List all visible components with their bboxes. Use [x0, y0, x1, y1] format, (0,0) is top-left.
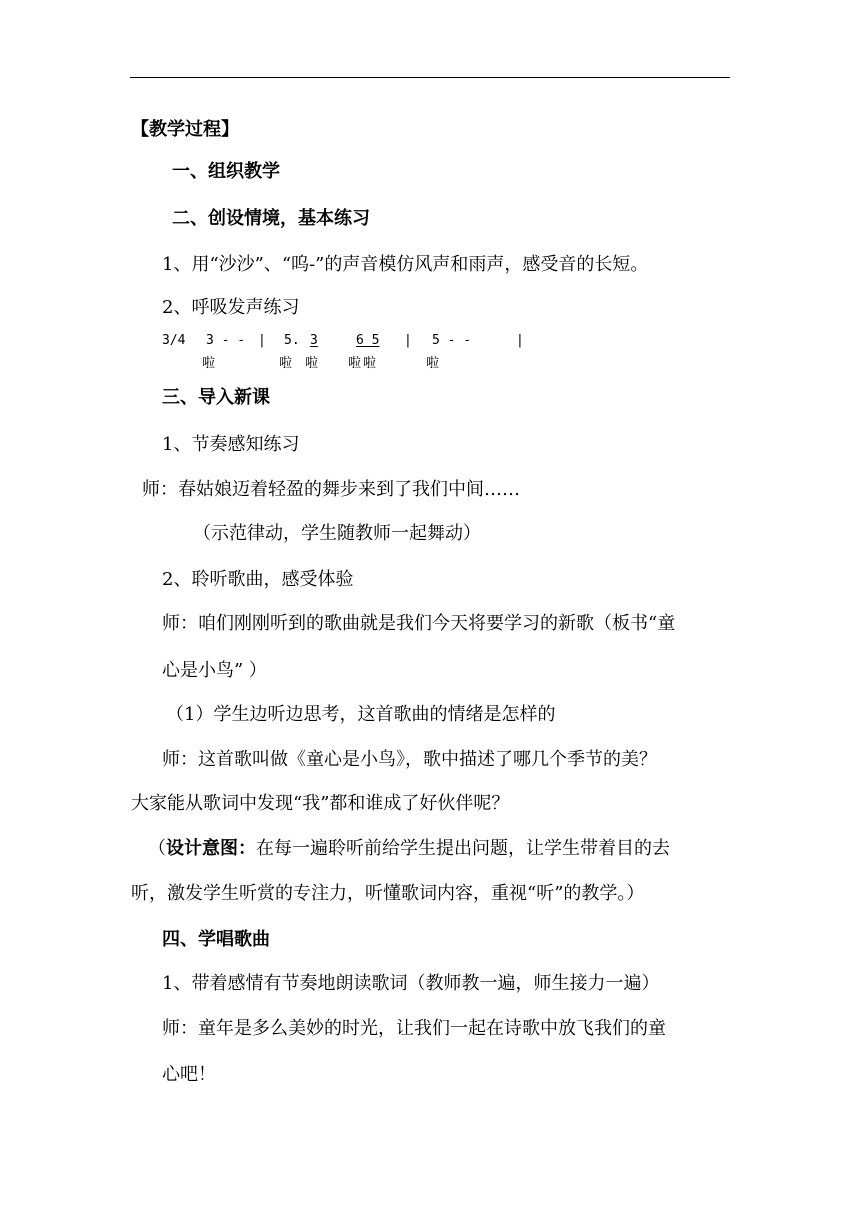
section-3-teacher-2-line-1: 师：咱们刚刚听到的歌曲就是我们今天将要学习的新歌（板书“童	[162, 613, 676, 634]
process-heading: 【教学过程】	[131, 119, 239, 140]
section-3-teacher-3-line-1: 师：这首歌叫做《童心是小鸟》，歌中描述了哪几个季节的美？	[162, 749, 657, 770]
section-3-item-1: 1、节奏感知练习	[162, 434, 300, 455]
score-note-3: 3	[310, 333, 318, 348]
score-barline-3: |	[516, 333, 524, 348]
score-meter: 3/4	[162, 333, 186, 348]
section-3-title: 三、导入新课	[162, 387, 270, 408]
section-3-item-2: 2、聆听歌曲，感受体验	[162, 569, 354, 590]
score-lyric: 啦	[279, 356, 293, 371]
score-notes-65: 6 5	[356, 333, 380, 348]
score-lyric: 啦	[426, 356, 440, 371]
score-measure-1: 3 - -	[206, 333, 246, 348]
score-lyric: 啦	[348, 356, 362, 371]
score-lyric: 啦	[305, 356, 319, 371]
section-3-teacher-2-line-2: 心是小鸟” ）	[162, 660, 267, 681]
score-lyric: 啦	[363, 356, 377, 371]
section-4-teacher-line-2: 心吧！	[162, 1064, 216, 1085]
section-2-title: 二、创设情境，基本练习	[172, 208, 370, 229]
score-note-5-dotted: 5.	[284, 333, 300, 348]
design-intent-label: 设计意图：	[166, 838, 256, 859]
section-3-teacher-line-1: 师：春姑娘迈着轻盈的舞步来到了我们中间……	[142, 479, 520, 500]
design-open-paren: （	[148, 838, 166, 859]
section-3-note: （示范律动，学生随教师一起舞动）	[193, 523, 481, 544]
section-2-item-1: 1、用“沙沙”、“呜-”的声音模仿风声和雨声，感受音的长短。	[162, 254, 649, 275]
section-3-teacher-3-line-2: 大家能从歌词中发现“我”都和谁成了好伙伴呢？	[131, 793, 510, 814]
score-measure-3: 5 - -	[432, 333, 472, 348]
section-4-teacher-line-1: 师：童年是多么美妙的时光，让我们一起在诗歌中放飞我们的童	[162, 1018, 666, 1039]
design-intent-line-1	[148, 837, 670, 861]
section-4-item-1: 1、带着感情有节奏地朗读歌词（教师教一遍，师生接力一遍）	[162, 973, 660, 994]
design-intent-line-2: 听，激发学生听赏的专注力，听懂歌词内容，重视“听”的教学。）	[131, 883, 645, 904]
score-barline-1: |	[258, 333, 266, 348]
section-4-title: 四、学唱歌曲	[162, 929, 270, 950]
section-3-sub-item-1: （1）学生边听边思考，这首歌曲的情绪是怎样的	[166, 704, 556, 725]
design-intent-text: 在每一遍聆听前给学生提出问题，让学生带着目的去	[256, 838, 670, 859]
header-rule	[130, 77, 730, 78]
section-1-title: 一、组织教学	[172, 161, 280, 182]
score-lyric: 啦	[202, 356, 216, 371]
section-2-item-2: 2、呼吸发声练习	[162, 297, 300, 318]
score-barline-2: |	[404, 333, 412, 348]
